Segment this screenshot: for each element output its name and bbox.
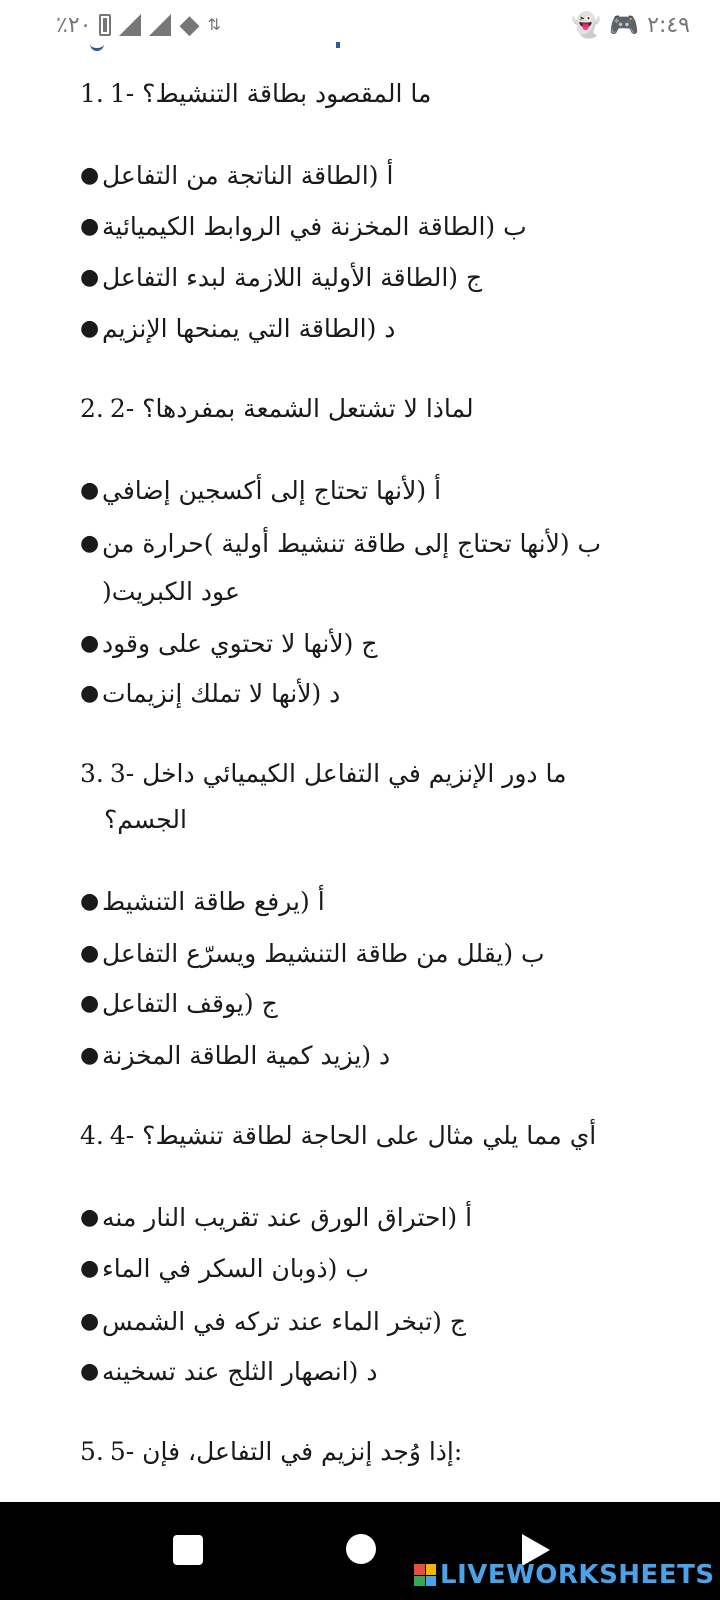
option-text: ج (الطاقة الأولية اللازمة لبدء التفاعل [102,263,483,292]
option-4c[interactable] [80,1298,640,1346]
bullet-icon: ● [80,889,100,914]
option-text: ب (لأنها تحتاج إلى طاقة تنشيط أولية )حرارة من [102,529,602,558]
option-1c[interactable] [80,254,640,302]
worksheet-content[interactable] [0,50,720,1502]
option-text: ج (تبخر الماء عند تركه في الشمس [102,1307,467,1336]
question-text: 4- أي مما يلي مثال على الحاجة لطاقة تنشيط؟ [109,1121,597,1150]
option-4a[interactable] [80,1194,640,1242]
option-text: ج (يوقف التفاعل [102,989,278,1018]
question-number: 5. [80,1437,104,1466]
bullet-icon: ● [80,316,100,341]
bullet-icon: ● [80,941,100,966]
option-text: أ (يرفع طاقة التنشيط [102,887,325,916]
liveworksheets-mark-icon [414,1564,436,1586]
option-text: د (لأنها لا تملك إنزيمات [102,679,341,708]
bullet-icon: ● [80,214,100,239]
option-text: أ (الطاقة الناتجة من التفاعل [102,161,394,190]
bullet-icon: ● [80,1043,100,1068]
option-3d[interactable] [80,1032,640,1080]
option-text: د (الطاقة التي يمنحها الإنزيم [102,314,396,343]
question-text: 2- لماذا لا تشتعل الشمعة بمفردها؟ [109,394,474,423]
option-text-continuation: عود الكبريت( [102,577,240,606]
battery-icon [99,14,111,36]
option-2c[interactable] [80,620,640,668]
bullet-icon: ● [80,1205,100,1230]
option-text: ب (يقلل من طاقة التنشيط ويسرّع التفاعل [102,939,545,968]
bullet-icon: ● [80,631,100,656]
battery-percent: ٪٢٠ [56,12,92,38]
option-2d[interactable] [80,670,640,718]
option-text: د (انصهار الثلج عند تسخينه [102,1357,378,1386]
option-1a[interactable] [80,152,640,200]
question-text: 5- إذا وُجد إنزيم في التفاعل، فإن: [109,1437,463,1466]
question-3-continuation [104,796,664,844]
question-number: 1. [80,79,104,108]
option-2b-continuation [80,568,640,616]
option-2b[interactable] [80,520,640,568]
bullet-icon: ● [80,1359,100,1384]
clock: ٢:٤٩ [647,12,690,38]
signal-icon [119,14,141,36]
option-3c[interactable] [80,980,640,1028]
option-text: د (يزيد كمية الطاقة المخزنة [102,1041,391,1070]
option-2a[interactable] [80,467,640,515]
navigation-bar [0,1502,720,1600]
option-text: أ (احتراق الورق عند تقريب النار منه [102,1203,473,1232]
option-text: ب (ذوبان السكر في الماء [102,1254,369,1283]
option-3b[interactable] [80,930,640,978]
option-text: ب (الطاقة المخزنة في الروابط الكيميائية [102,212,527,241]
question-5 [80,1428,640,1476]
status-right [571,13,690,38]
question-text: 1- ما المقصود بطاقة التنشيط؟ [109,79,432,108]
question-4 [80,1112,640,1160]
signal-icon-2 [149,14,171,36]
status-bar [0,0,720,50]
option-1d[interactable] [80,305,640,353]
option-4d[interactable] [80,1348,640,1396]
snapchat-icon: 👻 [571,11,602,39]
bullet-icon: ● [80,1309,100,1334]
logo-text: LIVEWORKSHEETS [440,1560,715,1590]
question-text-continuation: الجسم؟ [104,805,187,834]
bullet-icon: ● [80,531,100,556]
option-text: أ (لأنها تحتاج إلى أكسجين إضافي [102,476,442,505]
option-3a[interactable] [80,878,640,926]
question-3 [80,750,640,798]
wifi-icon: ◆ [179,10,200,40]
question-1 [80,70,640,118]
bullet-icon: ● [80,265,100,290]
liveworksheets-logo [414,1560,715,1590]
question-number: 2. [80,394,104,423]
bullet-icon: ● [80,991,100,1016]
data-arrows-icon: ⇅ [207,15,221,34]
clipped-text-fragment-2 [336,42,340,48]
option-text: ج (لأنها لا تحتوي على وقود [102,629,378,658]
question-number: 3. [80,759,104,788]
question-text: 3- ما دور الإنزيم في التفاعل الكيميائي داخل [109,759,567,788]
bullet-icon: ● [80,163,100,188]
bullet-icon: ● [80,681,100,706]
question-2 [80,385,640,433]
gamepad-icon: 🎮 [609,11,640,39]
question-number: 4. [80,1121,104,1150]
home-icon[interactable] [346,1534,376,1564]
recent-apps-icon[interactable] [173,1535,203,1565]
bullet-icon: ● [80,1256,100,1281]
option-1b[interactable] [80,203,640,251]
status-left [56,12,221,38]
bullet-icon: ● [80,478,100,503]
option-4b[interactable] [80,1245,640,1293]
